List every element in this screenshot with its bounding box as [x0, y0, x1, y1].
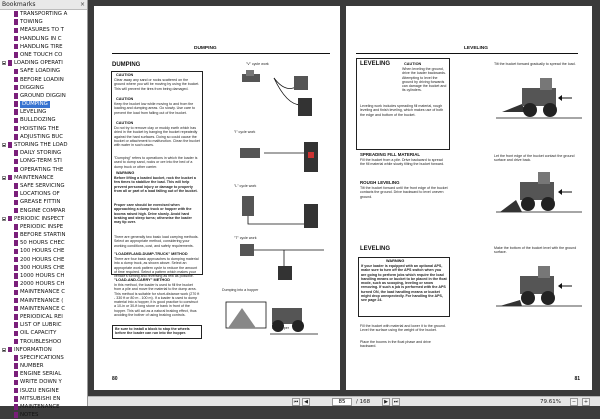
caution-label: CAUTION [404, 62, 422, 66]
bookmark-label: MAINTENANCE ( [20, 297, 64, 304]
bookmark-icon [8, 216, 12, 222]
bookmark-item[interactable] [0, 297, 87, 305]
bookmark-item[interactable] [0, 395, 87, 403]
bookmark-icon [14, 183, 18, 189]
bookmark-item[interactable] [0, 116, 87, 124]
bookmark-item[interactable] [0, 362, 87, 370]
figure-caption: Lle hopper [272, 326, 289, 330]
bookmark-label: 1000 HOURS CH [20, 273, 65, 279]
bookmark-icon [14, 150, 18, 156]
bookmark-label: ADJUSTING BUC [20, 133, 64, 140]
prev-page-button[interactable]: ◀ [302, 398, 310, 406]
bookmark-item[interactable] [0, 198, 87, 206]
bookmark-item[interactable] [0, 288, 87, 296]
figure-caption: Tilt the bucket forward gradually to spread the load. [494, 62, 576, 66]
bookmark-label: DIGGING [20, 84, 44, 91]
bookmark-label: HOISTING THE [20, 125, 59, 132]
bookmark-icon [14, 281, 18, 287]
bookmarks-panel [0, 0, 88, 419]
body-paragraph: Fill the bucket with material and lower it to the ground. Level the surface using the weight of the bucket. [360, 324, 446, 333]
bookmark-item[interactable] [0, 26, 87, 34]
bookmark-item[interactable] [0, 133, 87, 141]
bookmark-item[interactable] [0, 76, 87, 84]
bookmark-item[interactable] [0, 215, 87, 223]
bookmark-icon [14, 265, 18, 271]
bookmark-item[interactable] [0, 411, 87, 419]
document-area[interactable] [88, 0, 600, 396]
bookmark-icon [14, 109, 18, 115]
bookmark-label: MEASURES TO T [20, 27, 64, 34]
warning-text: Before lifting a loaded bucket, rock the bucket a few times to stabilize the load. This will help prevent personal injury or damage to property from all or part of a load falling out of the bucket. [114, 176, 198, 193]
bookmark-label: LONG-TERM STI [20, 158, 62, 165]
zoom-in-button[interactable]: + [583, 399, 589, 405]
bookmark-item[interactable] [0, 378, 87, 386]
bookmark-icon [8, 175, 12, 181]
bookmark-item[interactable] [0, 35, 87, 43]
bookmark-icon [14, 224, 18, 230]
bookmark-icon [14, 93, 18, 99]
collapse-toggle-icon[interactable] [2, 348, 6, 352]
body-paragraph: Fill the bucket from a pile. Drive backward to spread the fill material while slowly tilting the bucket forward. [360, 158, 445, 167]
bookmark-label: GREASE FITTIN [20, 199, 61, 206]
bookmark-item[interactable] [0, 264, 87, 272]
bookmark-icon [8, 142, 12, 148]
caution-label: CAUTION [116, 121, 134, 125]
bookmark-icon [14, 69, 18, 75]
body-paragraph: Place the booms in the float phase and drive backward. [360, 340, 431, 349]
bookmark-item[interactable] [0, 174, 87, 182]
figure-caption: Let the front edge of the bucket contact the ground surface and drive back. [494, 154, 575, 162]
bookmark-item[interactable] [0, 190, 87, 198]
bookmark-label: SPECIFICATIONS [20, 354, 64, 361]
bookmark-label: WRITE DOWN Y [20, 379, 62, 386]
figure-caption: "V" cycle work [246, 62, 269, 66]
bookmark-label: HANDLING TIRE [20, 43, 63, 50]
i-cycle-diagram [234, 136, 334, 178]
bookmarks-title: Bookmarks [2, 1, 36, 8]
bookmark-label: TROUBLESHOO [20, 338, 62, 345]
bookmark-label: STORING THE LOAD [14, 142, 68, 148]
first-page-button[interactable]: ⏮ [293, 399, 299, 405]
bookmark-icon [14, 167, 18, 173]
body-paragraph: There are four basic approaches to dumping material into a dump truck, as shown above. Select an appropriate work pattern cycle to reduce the amount of time required. Select a pattern which makes your vehicle's turning and reversing as few as possible. [114, 257, 199, 279]
bookmark-label: SAFE SERVICING [20, 182, 65, 189]
warning-label: WARNING [116, 171, 135, 175]
bookmark-label: NOTES [20, 412, 39, 419]
bookmark-icon [14, 232, 18, 238]
bookmark-icon [14, 371, 18, 377]
bookmark-label: ENGINE SERIAL [20, 371, 62, 378]
subheading: "LOAD-AND-CARRY" METHOD [114, 278, 170, 282]
bookmark-icon [14, 380, 18, 386]
bookmark-item[interactable] [0, 141, 87, 149]
bookmark-item[interactable] [0, 354, 87, 362]
bookmark-icon [14, 28, 18, 34]
v-cycle-diagram [234, 68, 334, 124]
page-number: 80 [112, 376, 118, 382]
bookmark-item[interactable] [0, 403, 87, 411]
zoom-level: 79.61% [540, 399, 561, 405]
caution-label: CAUTION [116, 97, 134, 101]
rough-leveling-diagram [492, 166, 586, 216]
bookmark-icon [14, 134, 18, 140]
bookmark-label: MAINTENANCE [20, 404, 60, 410]
bookmark-item[interactable] [0, 67, 87, 75]
warning-text: Proper care should be exercised when approaching a dump truck or hopper with the booms raised high. Drive slowly. Avoid hard braking and steep turns; otherwise the loader may tip over. [114, 203, 192, 225]
close-icon[interactable]: × [79, 1, 85, 8]
bookmark-icon [14, 363, 18, 369]
bookmark-icon [14, 44, 18, 50]
bookmark-label: BULLDOZING [20, 117, 56, 124]
bookmark-icon [14, 298, 18, 304]
bookmark-icon [14, 322, 18, 328]
document-page-80 [94, 6, 340, 390]
bookmark-label: LOCATIONS OF [20, 191, 60, 198]
bookmark-label: PERIODIC INSPECT [14, 215, 65, 222]
bookmark-icon [14, 36, 18, 42]
bookmark-icon [14, 126, 18, 132]
figure-caption: Dumping into a hopper [222, 288, 259, 292]
collapse-toggle-icon[interactable] [2, 143, 6, 147]
bookmark-label: LIST OF LUBRIC [20, 322, 62, 329]
bookmark-icon [14, 388, 18, 394]
bookmark-icon [14, 306, 18, 312]
bookmark-icon [14, 11, 18, 17]
bookmark-label: 50 HOURS CHEC [20, 240, 65, 247]
bookmark-item[interactable] [0, 223, 87, 231]
caution-label: CAUTION [116, 73, 134, 77]
bookmark-label: OIL CAPACITY [20, 330, 57, 337]
zoom-out-button[interactable]: − [571, 399, 577, 405]
navigation-toolbar [88, 396, 600, 406]
bookmark-item[interactable] [0, 370, 87, 378]
bookmark-icon [14, 240, 18, 246]
bookmark-icon [14, 396, 18, 402]
caution-text: Do not try to remove clay or muddy earth which has dried in the bucket by banging the bucket repeatedly against the hard surfaces. Doing so could cause the bucket or attachment to malfunction. Clean the bucket with water in such cases. [114, 126, 200, 148]
bookmark-icon [14, 101, 18, 107]
bookmark-item[interactable] [0, 157, 87, 165]
bookmark-label: 300 HOURS CHE [20, 264, 65, 271]
page-count: / 168 [356, 399, 371, 405]
bookmark-label: 100 HOURS CHE [20, 248, 65, 255]
figure-caption: "T" cycle work [234, 236, 257, 240]
section-heading: LEVELING [360, 246, 391, 252]
bookmark-item[interactable] [0, 272, 87, 280]
last-page-button[interactable]: ⏭ [393, 399, 399, 405]
bookmark-label: PERIODICAL REI [20, 313, 63, 320]
body-paragraph: In this method, the loader is used to fill the bucket from a pile and move the material to the dump area. This method is suitable for short-distance work (270 ft - 330 ft or 80 m - 100 m). If a loader is used to dump material into a hopper, it is good practice to construct a 10-in or 30-ft long stone or bank in front of the hopper. This will act as a natural braking effect, thus avoiding the bother of using braking controls. [114, 283, 200, 318]
bookmark-label: ISUZU ENGINE [20, 387, 59, 394]
bookmark-label: ONE TOUCH CO [20, 51, 63, 58]
t-cycle-diagram [234, 242, 334, 282]
bookmark-item[interactable] [0, 125, 87, 133]
bookmark-item[interactable] [0, 207, 87, 215]
figure-caption: "L" cycle work [234, 184, 257, 188]
bookmark-label: MAINTENANCE C [20, 289, 66, 296]
l-cycle-diagram [234, 190, 334, 230]
bookmark-label: BEFORE LOADIN [20, 76, 64, 83]
collapse-toggle-icon[interactable] [2, 61, 6, 65]
bookmark-icon [14, 19, 18, 25]
figure-caption: "I" cycle work [234, 130, 256, 134]
bookmark-icon [14, 331, 18, 337]
section-heading: LEVELING [360, 61, 391, 67]
bookmark-icon [14, 249, 18, 255]
bookmark-item[interactable] [0, 108, 87, 116]
bookmark-label: TOWING [20, 19, 43, 26]
bookmark-label: 2000 HOURS CH [20, 281, 65, 288]
bookmark-label: TRANSPORTING A [20, 11, 68, 17]
document-page-81 [346, 6, 592, 390]
figure-caption: Make the bottom of the bucket level with the ground surface. [494, 246, 577, 254]
collapse-toggle-icon[interactable] [2, 217, 6, 221]
bookmark-item[interactable] [0, 51, 87, 59]
running-head: DUMPING [194, 46, 217, 51]
bookmark-item[interactable] [0, 149, 87, 157]
bookmark-item[interactable] [0, 166, 87, 174]
bookmark-icon [14, 314, 18, 320]
bookmark-item[interactable] [0, 239, 87, 247]
bookmark-item[interactable] [0, 100, 87, 108]
subheading: SPREADING FILL MATERIAL [360, 152, 421, 157]
bookmark-label: SAFE LOADING [20, 68, 61, 75]
bookmark-icon [14, 412, 18, 418]
header-rule [356, 53, 578, 54]
page-number: 81 [574, 376, 580, 382]
collapse-toggle-icon[interactable] [2, 176, 6, 180]
body-paragraph: There are generally two basic load carrying methods. Select an appropriate method, considering your working conditions, cost, and safety requirements. [114, 235, 199, 248]
spreading-diagram [492, 72, 586, 122]
subheading: ROUGH LEVELING [360, 180, 400, 185]
bookmark-label: MITSUBISHI EN [20, 395, 61, 402]
bookmark-item[interactable] [0, 247, 87, 255]
bookmark-item[interactable] [0, 329, 87, 337]
bookmark-list [0, 10, 87, 419]
bookmark-item[interactable] [0, 231, 87, 239]
body-paragraph: Tilt the bucket forward until the front edge of the bucket contacts the ground. Drive backward to level uneven ground. [360, 186, 448, 199]
bookmark-icon [14, 290, 18, 296]
hopper-diagram [222, 294, 322, 338]
bookmark-icon [14, 339, 18, 345]
bookmark-icon [14, 52, 18, 58]
running-head: LEVELING [464, 46, 488, 51]
bookmark-icon [14, 85, 18, 91]
bookmark-icon [14, 159, 18, 165]
bookmark-label: MAINTENANCE [14, 174, 54, 181]
bookmark-label: DAILY STORING [20, 150, 62, 157]
bookmark-item[interactable] [0, 346, 87, 354]
bookmark-icon [14, 208, 18, 214]
bookmark-item[interactable] [0, 256, 87, 264]
warning-label: WARNING [386, 259, 405, 263]
bookmark-item[interactable] [0, 59, 87, 67]
bookmark-item[interactable] [0, 280, 87, 288]
bookmark-label: OPERATING THE [20, 166, 64, 173]
bookmark-item[interactable] [0, 18, 87, 26]
bookmark-label: LEVELING [20, 109, 47, 116]
caution-text: Be sure to install a block to stop the wheels before the loader can run into the hopper. [115, 327, 190, 336]
bookmark-item[interactable] [0, 182, 87, 190]
header-rule [112, 53, 330, 54]
bookmark-item[interactable] [0, 338, 87, 346]
bookmark-label: BEFORE STARTIN [20, 232, 66, 239]
caution-text: Clear away any sand or rocks scattered on the ground where you will be moving by using the bucket. This will prevent the tires from being damaged. [114, 78, 200, 91]
caution-text: When leveling the ground, drive the loader backwards. Attempting to level the ground by driving forwards can damage the bucket and its cylinders. [402, 67, 447, 93]
next-page-button[interactable]: ▶ [382, 398, 390, 406]
bookmark-item[interactable] [0, 10, 87, 18]
body-paragraph: "Dumping" refers to operations in which the loader is used to dump sand, rocks or ore into the bed of a dump truck or other carrier. [114, 156, 198, 169]
bookmarks-header [0, 0, 87, 10]
page-number-input[interactable] [332, 398, 352, 406]
bookmark-icon [14, 200, 18, 206]
bookmark-item[interactable] [0, 387, 87, 395]
warning-text: If your loader is equipped with an optional APS, make sure to turn off the APS switch when you are going to perform jobs which require the load handling means or bucket to be placed in the float mode, such as scooping, leveling or snow removing. If such a job is performed with the APS turned ON, the load handling means or bucket might drop unexpectedly. For handling the APS, see page 24. [361, 264, 447, 303]
finish-leveling-diagram [492, 260, 586, 310]
bookmark-item[interactable] [0, 43, 87, 51]
bookmark-icon [14, 355, 18, 361]
bookmark-label: DUMPING [22, 100, 48, 107]
bookmark-label: HANDLING IN C [20, 35, 62, 42]
bookmark-item[interactable] [0, 84, 87, 92]
bookmark-icon [14, 77, 18, 83]
bookmark-icon [14, 404, 18, 410]
bookmark-icon [14, 118, 18, 124]
bookmark-label: NUMBER [20, 363, 44, 370]
bookmark-label: 200 HOURS CHE [20, 256, 65, 263]
bookmark-icon [14, 257, 18, 263]
bookmark-label: MAINTENANCE C [20, 305, 66, 312]
subheading: "LOADER-AND-DUMP-TRUCK" METHOD [114, 252, 188, 256]
bookmark-label: LOADING OPERATI [14, 60, 63, 67]
bookmark-icon [14, 191, 18, 197]
bookmark-label: PERIODIC INSPE [20, 223, 64, 230]
body-paragraph: Leveling work includes spreading fill material, rough leveling and finish leveling, which makes use of both the edge and bottom of the bucket. [360, 104, 444, 117]
bookmark-item[interactable] [0, 313, 87, 321]
bookmark-item[interactable] [0, 321, 87, 329]
caution-text: Keep the bucket low while moving to and from the loading and dumping areas. Go slowly. Use care to prevent the load from falling out of the bucket. [114, 102, 196, 115]
bookmark-icon [8, 60, 12, 66]
bookmark-label: ENGINE COMPAR [20, 207, 66, 214]
bookmark-label: GROUND DIGGIN [20, 92, 66, 99]
bookmark-icon [8, 347, 12, 353]
bookmark-item[interactable] [0, 305, 87, 313]
section-heading: DUMPING [112, 62, 141, 68]
bookmark-item[interactable] [0, 92, 87, 100]
bookmark-label: INFORMATION [14, 346, 52, 353]
bookmark-icon [14, 273, 18, 279]
